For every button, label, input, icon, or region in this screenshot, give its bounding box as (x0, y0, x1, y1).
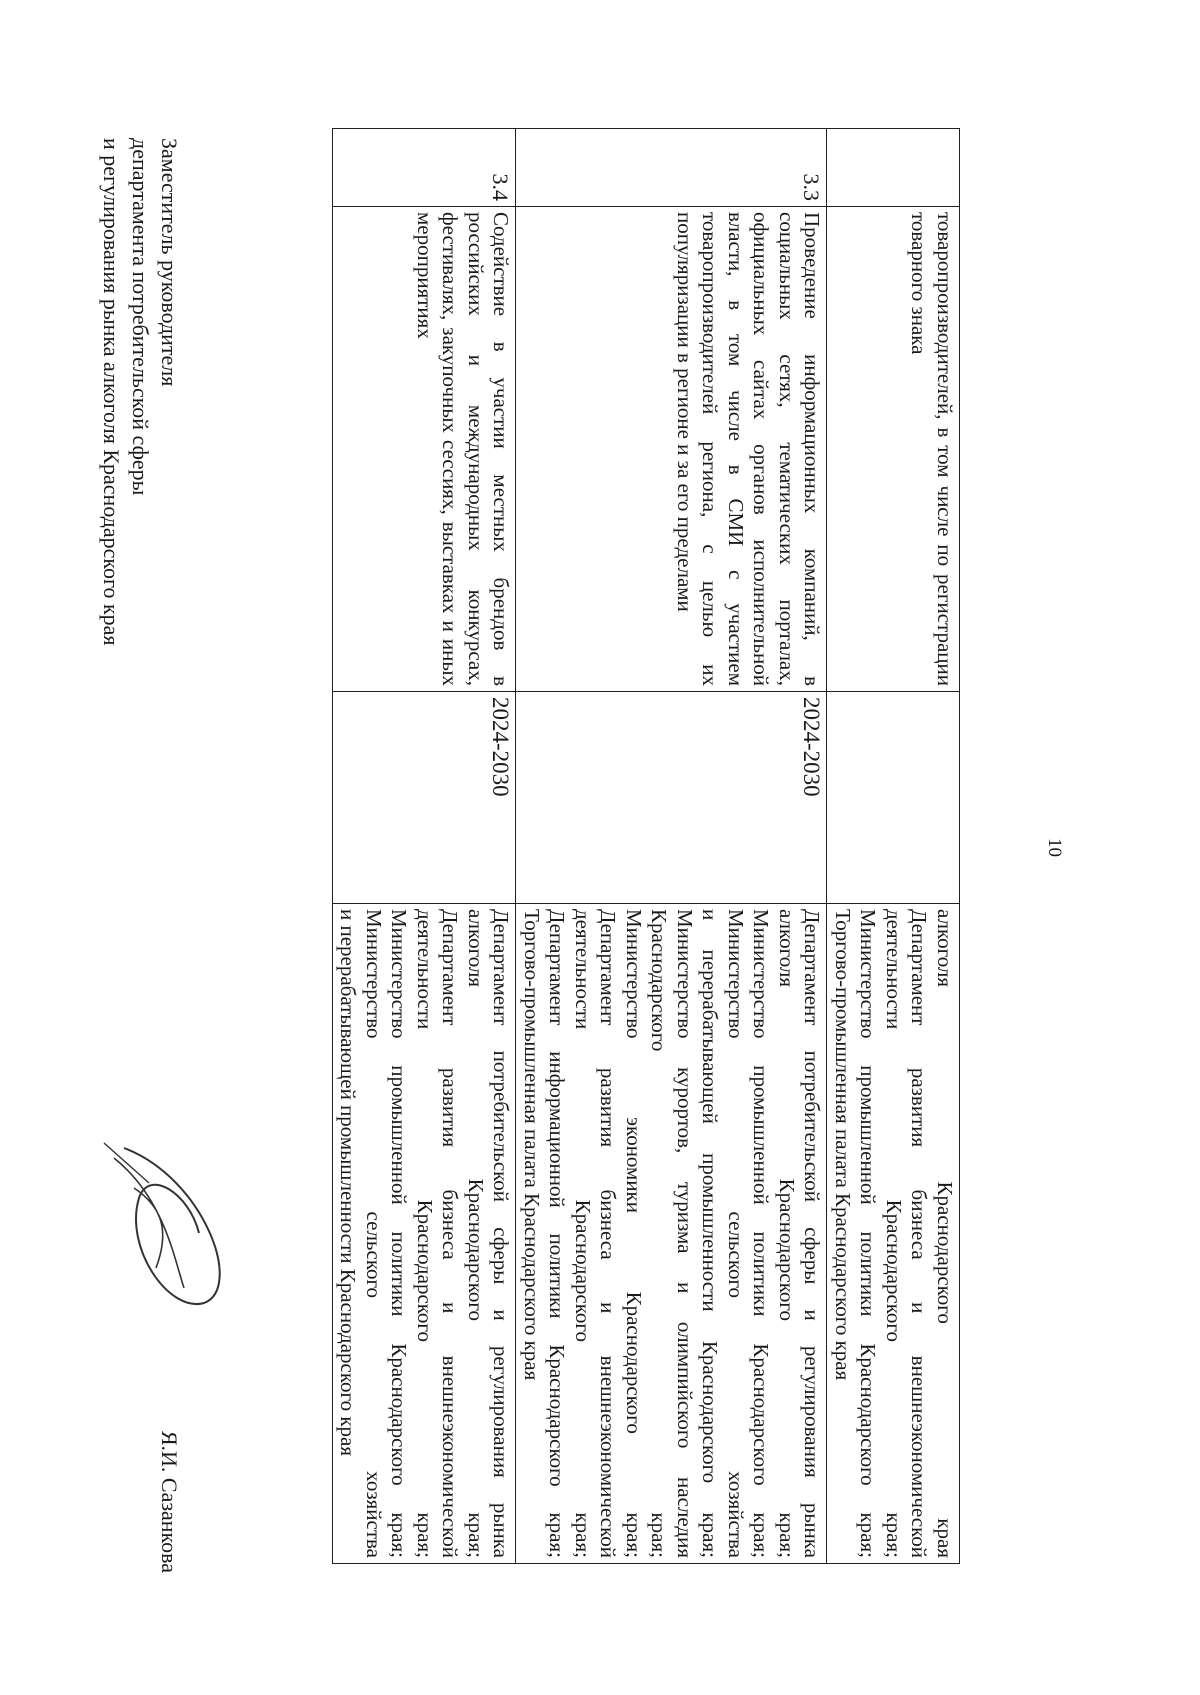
executor-line: Департамент информационной политики Краснодарского края; (545, 909, 570, 1558)
executor-line: Министерство сельского хозяйства (724, 909, 748, 1558)
executor-line: Торгово-промышленная палата Краснодарского края (831, 909, 855, 1381)
signatory-name: Я.И. Сазанкова (157, 1430, 182, 1573)
measure-number-cell (827, 129, 960, 207)
measure-number-cell: 3.4 (333, 129, 517, 207)
executor-line: Департамент развития бизнеса и внешнеэкономической (596, 909, 621, 1558)
executor-line: алкоголя Краснодарского края; (775, 909, 799, 1558)
responsible-executors-cell (333, 904, 517, 1564)
position-line: департамента потребительской сферы (128, 138, 153, 496)
implementation-period-cell (827, 692, 960, 904)
measure-description-cell: товаропроизводителей, в том числе по регистрации товарного знака (827, 207, 960, 692)
table-row (333, 129, 517, 1564)
table-row (516, 129, 827, 1564)
measure-number-cell: 3.3 (516, 129, 827, 207)
measure-description-cell: Проведение информационных компаний, в социальных сетях, тематических порталах, официальных сайтах органов исполнительной власти, в том числе в СМИ с участием товаропроизводителей региона, с целью их популяризации в регионе и за его пределами (516, 207, 827, 692)
executor-line: Департамент развития бизнеса и внешнеэкономической (907, 909, 932, 1558)
executor-line: Министерство промышленной политики Краснодарского края; (856, 909, 881, 1558)
table-row (827, 129, 960, 1564)
executor-line: Департамент потребительской сферы и регулирования рынка (489, 909, 514, 1558)
executor-line: и перерабатывающей промышленности Краснодарского края (336, 909, 361, 1457)
executor-line: алкоголя Краснодарского края; (464, 909, 488, 1558)
signature-block (70, 138, 200, 1573)
responsible-executors-cell (516, 904, 827, 1564)
executor-line: Министерство курортов, туризма и олимпийского наследия (673, 909, 697, 1558)
executor-line: Краснодарского края; (647, 909, 672, 1558)
position-line: и регулирования рынка алкоголя Краснодарского края (99, 138, 124, 646)
executor-line: Министерство промышленной политики Краснодарского края; (749, 909, 774, 1558)
executor-line: Департамент потребительской сферы и регулирования рынка (800, 909, 825, 1558)
executor-line: деятельности Краснодарского края; (571, 909, 595, 1558)
responsible-executors-cell (827, 904, 960, 1564)
executor-line: деятельности Краснодарского края; (882, 909, 906, 1558)
executor-line: Министерство экономики Краснодарского края; (622, 909, 646, 1558)
executor-line: и перерабатывающей промышленности Краснодарского края; (698, 909, 723, 1558)
executor-line: Торгово-промышленная палата Краснодарского края (520, 909, 544, 1381)
signatory-position (97, 138, 184, 646)
implementation-period-cell: 2024-2030 (516, 692, 827, 904)
executor-line: Департамент развития бизнеса и внешнеэкономической (438, 909, 463, 1558)
position-line: Заместитель руководителя (157, 138, 182, 387)
measures-table (332, 128, 960, 1564)
executor-line: деятельности Краснодарского края; (413, 909, 437, 1558)
measure-description-cell: Содействие в участии местных брендов в российских и международных конкурсах, фестивалях, закупочных сессиях, выставках и иных мероприятиях (333, 207, 517, 692)
measures-table-body (333, 129, 960, 1564)
executor-line: Министерство промышленной политики Краснодарского края; (387, 909, 412, 1558)
executor-line: алкоголя Краснодарского края (933, 909, 957, 1558)
handwritten-signature (94, 1138, 244, 1313)
executor-line: Министерство сельского хозяйства (362, 909, 386, 1558)
implementation-period-cell: 2024-2030 (333, 692, 517, 904)
page-number: 10 (1044, 838, 1065, 857)
